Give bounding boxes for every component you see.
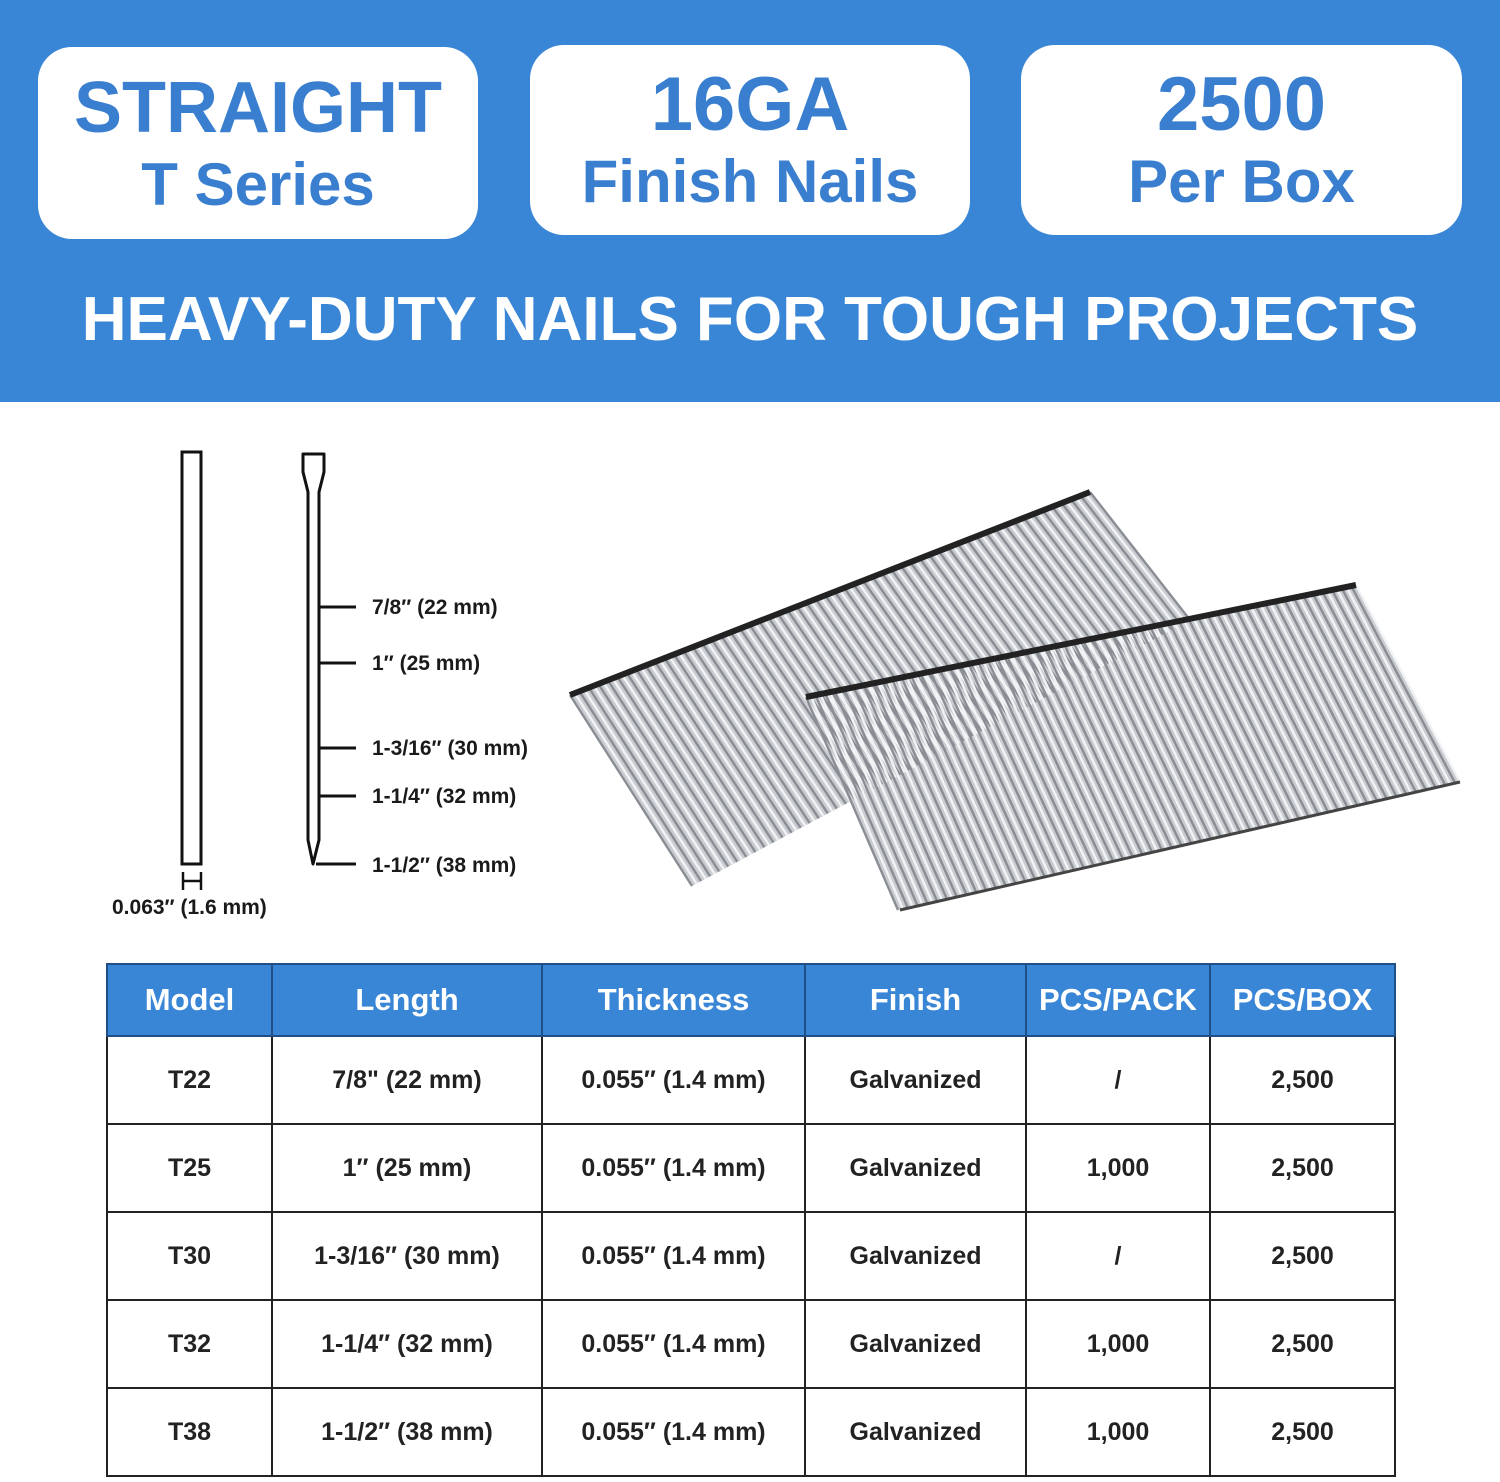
spec-table <box>106 963 1396 1477</box>
table-cell: T25 <box>107 1124 272 1212</box>
badge-subtitle: Per Box <box>1128 148 1355 215</box>
nail-dimension-diagram <box>0 402 560 942</box>
length-mark-label: 1-3/16″ (30 mm) <box>372 737 528 760</box>
table-cell: 1-1/2″ (38 mm) <box>272 1388 542 1476</box>
table-row <box>107 1036 1395 1124</box>
nail-strips-image <box>560 470 1480 930</box>
table-cell: 0.055″ (1.4 mm) <box>542 1388 805 1476</box>
table-cell: 0.055″ (1.4 mm) <box>542 1300 805 1388</box>
table-cell: T22 <box>107 1036 272 1124</box>
column-header-finish: Finish <box>805 964 1026 1036</box>
table-cell: 1,000 <box>1026 1300 1210 1388</box>
column-header-pcs-box: PCS/BOX <box>1210 964 1395 1036</box>
table-row <box>107 1300 1395 1388</box>
length-mark-label: 1-1/2″ (38 mm) <box>372 854 517 877</box>
table-cell: 2,500 <box>1210 1212 1395 1300</box>
table-row <box>107 1124 1395 1212</box>
table-cell: 1,000 <box>1026 1388 1210 1476</box>
column-header-model: Model <box>107 964 272 1036</box>
table-cell: 1-1/4″ (32 mm) <box>272 1300 542 1388</box>
table-cell: 2,500 <box>1210 1388 1395 1476</box>
table-cell: Galvanized <box>805 1212 1026 1300</box>
table-row <box>107 1388 1395 1476</box>
table-cell: T38 <box>107 1388 272 1476</box>
table-cell: 2,500 <box>1210 1124 1395 1212</box>
nail-strip-icon <box>560 470 1480 930</box>
table-cell: Galvanized <box>805 1124 1026 1212</box>
thickness-label: 0.063″ (1.6 mm) <box>112 896 267 919</box>
table-cell: Galvanized <box>805 1388 1026 1476</box>
table-cell: 1″ (25 mm) <box>272 1124 542 1212</box>
table-cell: 2,500 <box>1210 1300 1395 1388</box>
length-mark-label: 1″ (25 mm) <box>372 652 481 675</box>
table-cell: Galvanized <box>805 1036 1026 1124</box>
badge-title: 16GA <box>650 62 850 147</box>
table-cell: / <box>1026 1036 1210 1124</box>
table-cell: T30 <box>107 1212 272 1300</box>
header-banner <box>0 0 1500 402</box>
column-header-thickness: Thickness <box>542 964 805 1036</box>
badge-title: STRAIGHT <box>74 68 442 148</box>
column-header-length: Length <box>272 964 542 1036</box>
badge-subtitle: T Series <box>141 151 375 218</box>
column-header-pcs-pack: PCS/PACK <box>1026 964 1210 1036</box>
table-header-row <box>107 964 1395 1036</box>
table-cell: / <box>1026 1212 1210 1300</box>
table-cell: 0.055″ (1.4 mm) <box>542 1124 805 1212</box>
length-mark-label: 1-1/4″ (32 mm) <box>372 785 517 808</box>
badge-gauge <box>530 45 970 235</box>
tagline: HEAVY-DUTY NAILS FOR TOUGH PROJECTS <box>81 285 1419 354</box>
table-cell: T32 <box>107 1300 272 1388</box>
table-cell: 0.055″ (1.4 mm) <box>542 1212 805 1300</box>
table-cell: 1-3/16″ (30 mm) <box>272 1212 542 1300</box>
table-row <box>107 1212 1395 1300</box>
badge-count <box>1021 45 1462 235</box>
table-cell: 0.055″ (1.4 mm) <box>542 1036 805 1124</box>
table-cell: 2,500 <box>1210 1036 1395 1124</box>
badge-subtitle: Finish Nails <box>581 148 919 215</box>
badge-straight <box>38 47 478 239</box>
length-mark-label: 7/8″ (22 mm) <box>372 596 498 619</box>
table-cell: Galvanized <box>805 1300 1026 1388</box>
table-cell: 1,000 <box>1026 1124 1210 1212</box>
badge-title: 2500 <box>1156 62 1327 147</box>
table-cell: 7/8" (22 mm) <box>272 1036 542 1124</box>
